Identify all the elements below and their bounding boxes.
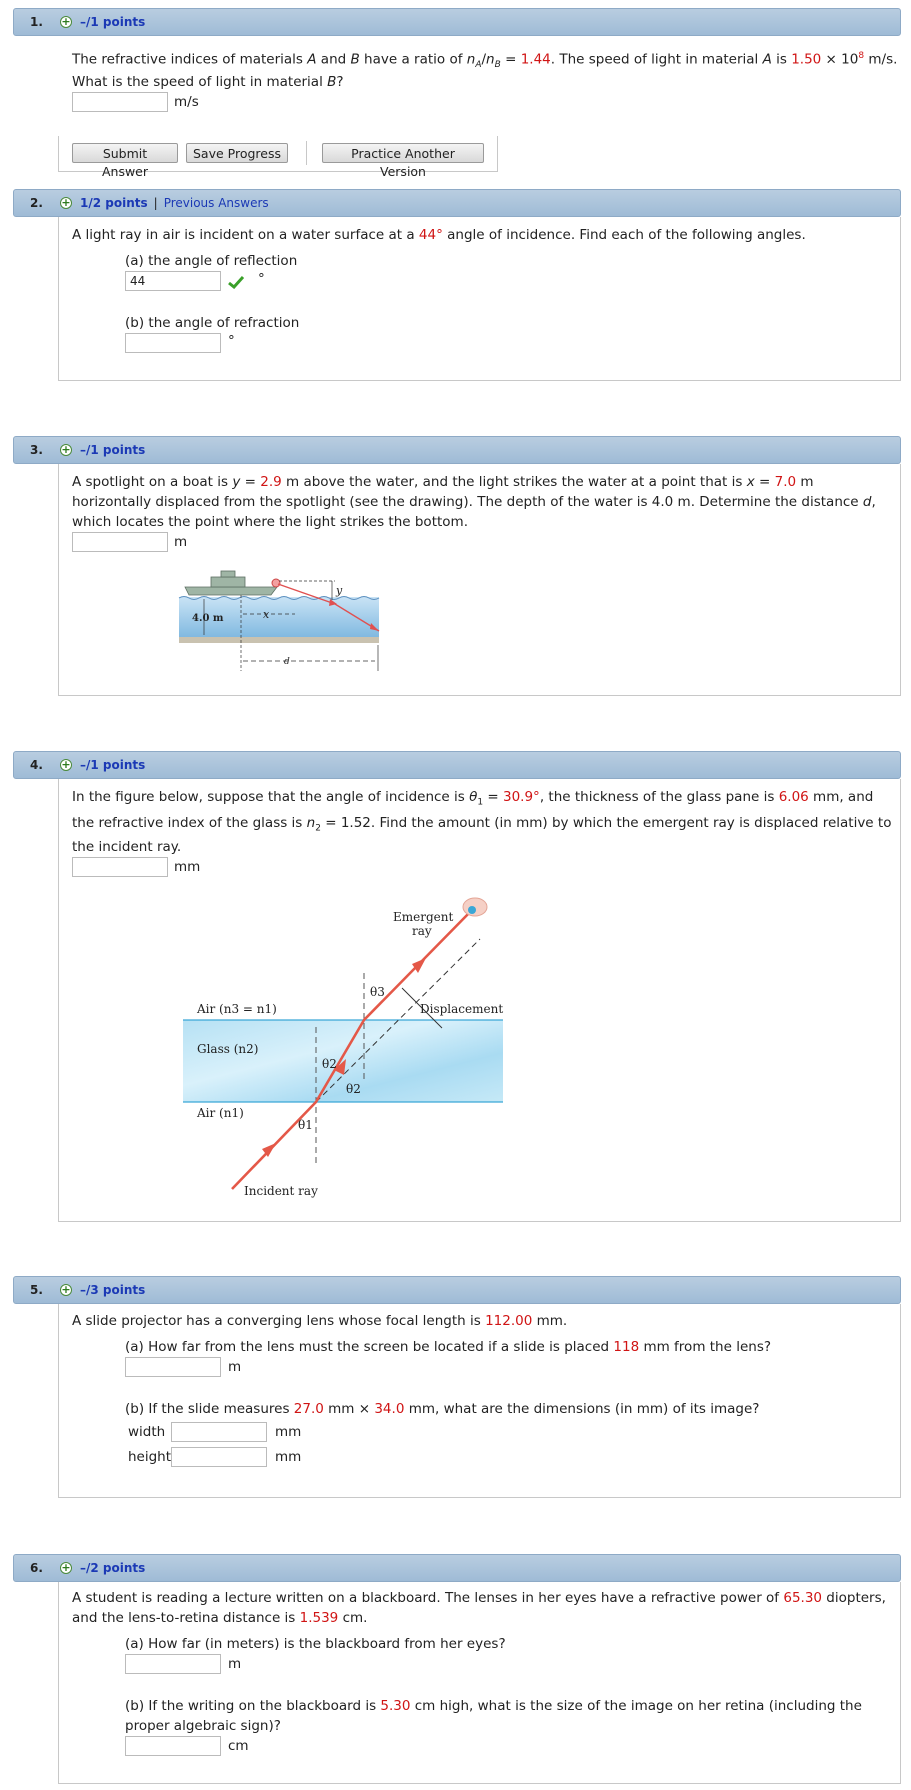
fig-air-top: Air (n3 = n1) <box>197 1002 277 1016</box>
q1-prompt-line1: The refractive indices of materials A and B have a ratio of $n_A/n_B = 1.44$. The speed of light in material A is $1.50 \times 10^8$ m/s. <box>72 51 898 71</box>
fig-incident: Incident ray <box>244 1184 318 1198</box>
q4-number: 4. <box>30 758 43 772</box>
q6-prompt-line1: A student is reading a lecture written on a blackboard. The lenses in her eyes have a refractive power of 65.30 diopters, <box>72 1590 886 1606</box>
q1-header <box>13 8 901 36</box>
q5-points: –/3 points <box>80 1283 146 1297</box>
q6-answer-b-input[interactable] <box>125 1736 221 1756</box>
glass-pane-diagram <box>180 893 510 1203</box>
q4-answer-input[interactable] <box>72 857 168 877</box>
q3-answer-input[interactable] <box>72 532 168 552</box>
q5-height-input[interactable] <box>171 1447 267 1467</box>
q4-prompt-line3: the incident ray. <box>72 839 182 855</box>
q2-part-b-label: (b) the angle of refraction <box>125 315 300 331</box>
spotlight-lamp <box>272 579 280 587</box>
q5-height-label: height <box>128 1449 172 1465</box>
q4-points: –/1 points <box>80 758 146 772</box>
check-icon <box>228 275 244 289</box>
save-progress-button[interactable]: Save Progress <box>186 143 288 163</box>
q2-unit-b: ° <box>228 333 235 349</box>
q2-prompt: A light ray in air is incident on a water surface at a 44° angle of incidence. Find each of the following angles. <box>72 227 806 243</box>
q5-unit-a: m <box>228 1359 242 1375</box>
q3-expand-icon[interactable]: + <box>61 443 71 456</box>
q6-header <box>13 1554 901 1582</box>
practice-another-version-button[interactable]: Practice Another Version <box>322 143 484 163</box>
q5-number: 5. <box>30 1283 43 1297</box>
q4-prompt-line2: the refractive index of the glass is $n_2 = 1.52$. Find the amount (in mm) by which the emergent ray is displaced relative to <box>72 815 892 834</box>
q4-unit: mm <box>174 859 201 875</box>
q6-part-b-label-line2: proper algebraic sign)? <box>125 1718 281 1734</box>
q3-header <box>13 436 901 464</box>
sea-bottom <box>179 637 379 643</box>
q6-expand-icon[interactable]: + <box>61 1561 71 1574</box>
q5-width-label: width <box>128 1424 166 1440</box>
fig-theta2a: θ2 <box>322 1057 337 1071</box>
fig-emergent-1: Emergent <box>393 910 454 924</box>
q1-bar-top-right <box>497 136 498 172</box>
q6-part-a-label: (a) How far (in meters) is the blackboard from her eyes? <box>125 1636 506 1652</box>
q5-answer-a-input[interactable] <box>125 1357 221 1377</box>
q5-width-input[interactable] <box>171 1422 267 1442</box>
q3-unit: m <box>174 534 188 550</box>
fig-emergent-2: ray <box>412 924 432 938</box>
q5-unit-height: mm <box>275 1449 302 1465</box>
fig-theta3: θ3 <box>370 985 385 999</box>
fig-theta1: θ1 <box>298 1118 313 1132</box>
q5-expand-icon[interactable]: + <box>61 1283 71 1296</box>
q3-points: –/1 points <box>80 443 146 457</box>
q1-unit: m/s <box>174 94 199 110</box>
q3-prompt-line2: horizontally displaced from the spotlight (see the drawing). The depth of the water is 4.0 m. Determine the distance d, <box>72 494 876 510</box>
q2-answer-b-input[interactable] <box>125 333 221 353</box>
q1-answer-input[interactable] <box>72 92 168 112</box>
q3-prompt-line3: which locates the point where the light strikes the bottom. <box>72 514 468 530</box>
q5-prompt: A slide projector has a converging lens whose focal length is 112.00 mm. <box>72 1313 568 1329</box>
fig-label-depth: 4.0 m <box>192 613 224 624</box>
spotlight-diagram <box>175 565 390 673</box>
q2-points: 1/2 points | Previous Answers <box>80 196 269 210</box>
submit-answer-button[interactable]: Submit Answer <box>72 143 178 163</box>
glass-pane <box>183 1020 503 1102</box>
q5-part-b-label: (b) If the slide measures 27.0 mm × 34.0 mm, what are the dimensions (in mm) of its image? <box>125 1401 760 1417</box>
previous-answers-link[interactable]: Previous Answers <box>163 196 269 210</box>
q2-expand-icon[interactable]: + <box>61 196 71 209</box>
boat <box>185 571 277 595</box>
q6-unit-b: cm <box>228 1738 249 1754</box>
q6-part-b-label: (b) If the writing on the blackboard is 5.30 cm high, what is the size of the image on her retina (including the <box>125 1698 862 1714</box>
fig-label-y: y <box>336 584 343 597</box>
fig-glass: Glass (n2) <box>197 1042 259 1056</box>
q3-number: 3. <box>30 443 43 457</box>
q6-prompt-line2: and the lens-to-retina distance is 1.539 cm. <box>72 1610 368 1626</box>
q5-part-a-label: (a) How far from the lens must the screen be located if a slide is placed 118 mm from the lens? <box>125 1339 772 1355</box>
q2-unit-a: ° <box>258 271 265 287</box>
q2-part-a-label: (a) the angle of reflection <box>125 253 298 269</box>
q1-points: –/1 points <box>80 15 146 29</box>
q4-header <box>13 751 901 779</box>
q6-points: –/2 points <box>80 1561 146 1575</box>
button-divider <box>306 141 307 165</box>
q1-prompt-line2: What is the speed of light in material B? <box>72 74 344 90</box>
q2-answer-a-input[interactable] <box>125 271 221 291</box>
fig-label-d: d <box>284 657 290 667</box>
fig-label-x: x <box>263 608 270 621</box>
q6-answer-a-input[interactable] <box>125 1654 221 1674</box>
q1-expand-icon[interactable]: + <box>61 15 71 28</box>
q5-unit-width: mm <box>275 1424 302 1440</box>
q6-unit-a: m <box>228 1656 242 1672</box>
q4-prompt-line1: In the figure below, suppose that the angle of incidence is $\theta_1 = 30.9^\circ$, the thickness of the glass pane is 6.06 mm, and <box>72 789 874 808</box>
q6-number: 6. <box>30 1561 43 1575</box>
q5-header <box>13 1276 901 1304</box>
q3-prompt-line1: A spotlight on a boat is y = 2.9 m above the water, and the light strikes the water at a point that is x = 7.0 m <box>72 474 814 490</box>
q2-number: 2. <box>30 196 43 210</box>
q4-expand-icon[interactable]: + <box>61 758 71 771</box>
eye-icon <box>463 898 487 916</box>
fig-air-bot: Air (n1) <box>197 1106 244 1120</box>
fig-displacement: Displacement <box>420 1002 504 1016</box>
q1-number: 1. <box>30 15 43 29</box>
fig-theta2b: θ2 <box>346 1082 361 1096</box>
q2-header <box>13 189 901 217</box>
